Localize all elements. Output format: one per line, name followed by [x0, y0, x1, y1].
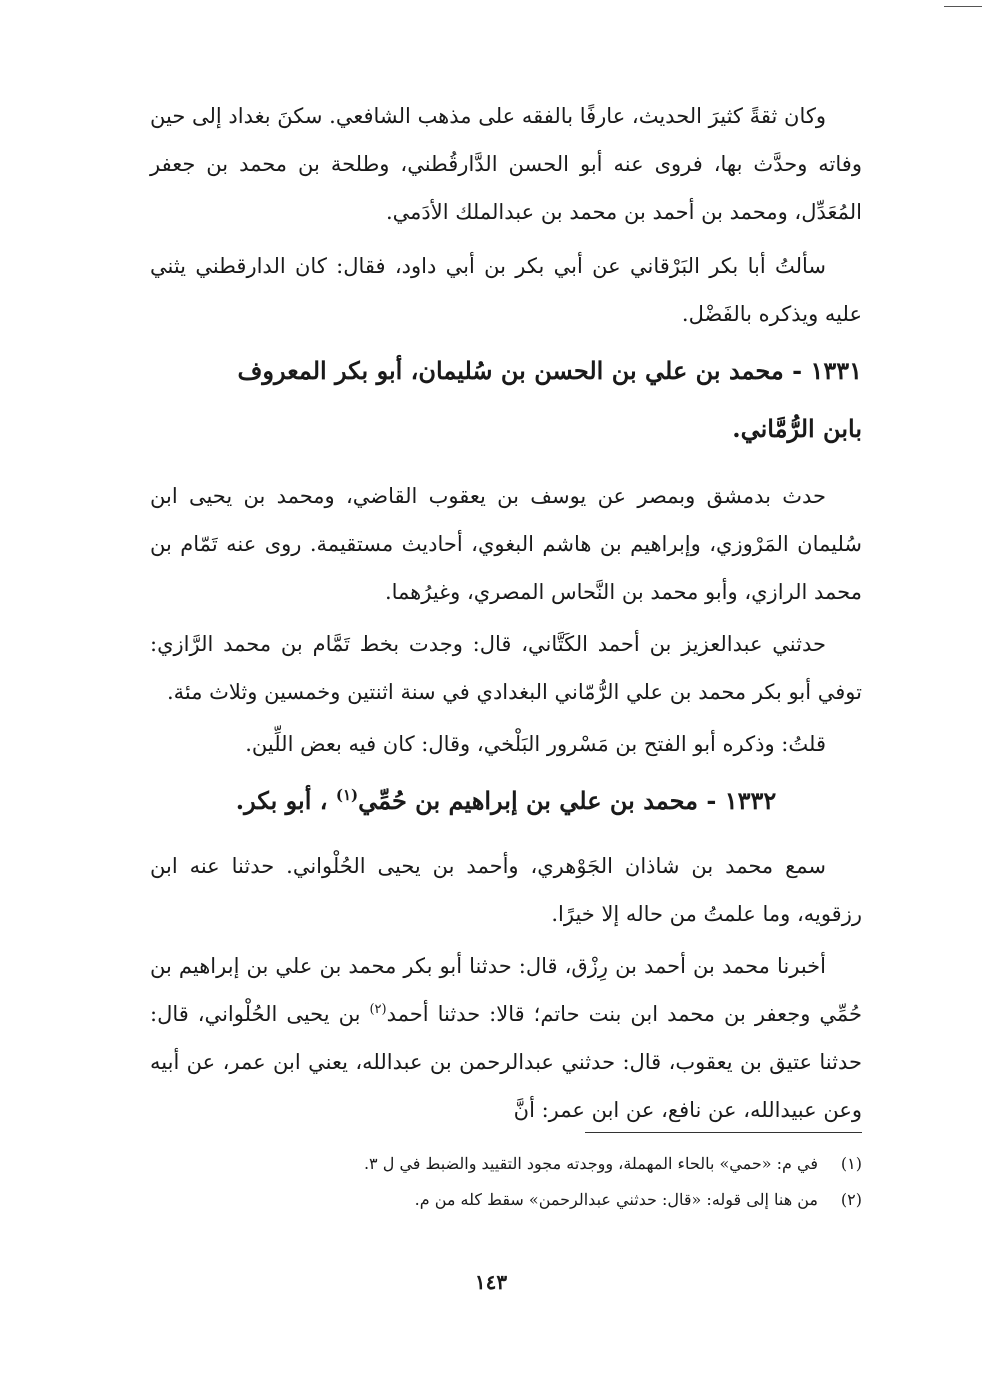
footnote-divider [585, 1132, 862, 1133]
footnote-ref-1: (١) [335, 786, 359, 804]
footnote-1-text: في م: «حمي» بالحاء المهملة، ووجدته مجود التقييد والضبط في ل ٣. [363, 1154, 818, 1173]
entry-heading-1331 [150, 342, 862, 458]
paragraph-2: سألتُ أبا بكر البَرْقاني عن أبي بكر بن أبي داود، فقال: كان الدارقطني يثني عليه ويذكره بالفَضْل. [150, 254, 862, 326]
footnote-2-number: (٢) [840, 1190, 862, 1209]
entry-heading-1331-line1: ١٣٣١ - محمد بن علي بن الحسن بن سُليمان، أبو بكر المعروف [237, 356, 862, 385]
paragraph-7 [150, 942, 862, 1134]
paragraph-6: سمع محمد بن شاذان الجَوْهري، وأحمد بن يحيى الحُلْواني. حدثنا عنه ابن رزقويه، وما علمتُ من حاله إلا خيرًا. [150, 854, 862, 926]
paragraph-1: وكان ثقةً كثيرَ الحديث، عارفًا بالفقه على مذهب الشافعي. سكنَ بغداد إلى حين وفاته وحدَّث بها، فروى عنه أبو الحسن الدَّارقُطني، وطلحة بن محمد بن جعفر المُعَدِّل، ومحمد بن أحمد بن محمد بن عبدالملك الأدَمي. [150, 104, 862, 224]
main-text [150, 92, 862, 1138]
page-number: ١٤٣ [474, 1270, 508, 1294]
entry-heading-1332 [150, 772, 862, 830]
paragraph-7-part-b: بن يحيى الحُلْواني، قال: حدثنا عتيق بن يعقوب، قال: حدثني عبدالرحمن بن عبدالله، يعني ابن عمر، عن أبيه وعن عبيدالله، عن نافع، عن ابن عمر: أنَّ [150, 1002, 862, 1122]
paragraph-3: حدث بدمشق وبمصر عن يوسف بن يعقوب القاضي، ومحمد بن يحيى ابن سُليمان المَرْوزي، وإبراهيم بن هاشم البغوي، أحاديث مستقيمة. روى عنه تَمّام بن محمد الرازي، وأبو محمد بن النَّحاس المصري، وغيرُهما. [150, 484, 862, 604]
footnotes [240, 1146, 862, 1218]
scan-corner-mark [944, 6, 982, 7]
footnote-ref-2: (٢) [369, 1002, 387, 1017]
footnote-1 [240, 1146, 862, 1182]
paragraph-7-part-a: أخبرنا محمد بن أحمد بن رِزْق، قال: حدثنا أبو بكر محمد بن علي بن إبراهيم بن حُمِّي وجعفر بن محمد ابن بنت حاتم؛ قالا: حدثنا أحمد [150, 954, 862, 1026]
paragraph-4: حدثني عبدالعزيز بن أحمد الكَتَّاني، قال: وجدت بخط تَمَّام بن محمد الرَّازي: توفي أبو بكر محمد بن علي الرُّمّاني البغدادي في سنة اثنتين وخمسين وثلاث مئة. [150, 632, 862, 704]
entry-heading-1332-end: ، أبو بكر. [235, 786, 336, 815]
footnote-1-number: (١) [840, 1154, 862, 1173]
footnote-2 [240, 1182, 862, 1218]
footnote-2-text: من هنا إلى قوله: «قال: حدثني عبدالرحمن» سقط كله من م. [414, 1190, 818, 1209]
paragraph-5: قلتُ: وذكره أبو الفتح بن مَسْرور البَلْخي، وقال: كان فيه بعض اللِّين. [245, 732, 826, 756]
entry-heading-1332-text: ١٣٣٢ - محمد بن علي بن إبراهيم بن حُمِّي [358, 786, 777, 815]
entry-heading-1331-line2: بابن الرُّمَّاني. [732, 414, 862, 443]
